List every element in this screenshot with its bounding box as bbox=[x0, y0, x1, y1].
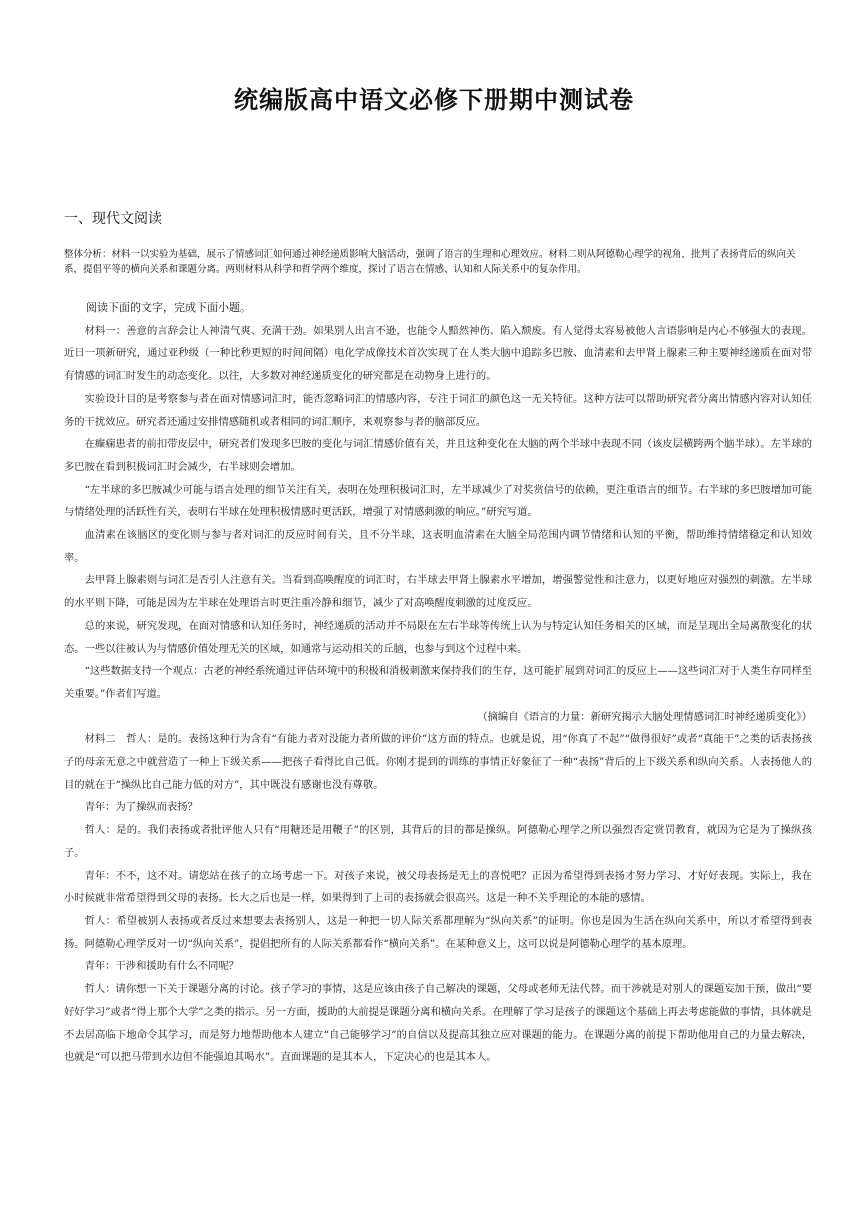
paragraph: 哲人：请你想一下关于课题分离的讨论。孩子学习的事情，这是应该由孩子自己解决的课题，父母或老师无法代替。而干涉就是对别人的课题妄加干预，做出“要好好学习”或者“得上那个大学”之类的指示。另一方面，援助的大前提是课题分离和横向关系。在理解了学习是孩子的课题这个基础上再去考虑能做的事情，具体就是不去居高临下地命令其学习，而是努力地帮助他本人建立“自己能够学习”的自信以及提高其独立应对课题的能力。在课题分离的前提下帮助他用自己的力量去解决，也就是“可以把马带到水边但不能强迫其喝水”。直面课题的是其本人，下定决心的也是其本人。 bbox=[64, 983, 812, 1064]
paragraph: 材料一：善意的言辞会让人神清气爽、充满干劲。如果别人出言不逊，也能令人黯然神伤、陷入颓废。有人觉得太容易被他人言语影响是内心不够强大的表现。近日一项新研究，通过亚秒级（一种比秒更短的时间间隔）电化学成像技术首次实现了在人类大脑中追踪多巴胺、血清素和去甲肾上腺素三种主要神经递质在面对带有情感的词汇时发生的动态变化。以往，大多数对神经递质变化的研究都是在动物身上进行的。 bbox=[64, 324, 812, 383]
paragraph: 哲人：是的。我们表扬或者批评他人只有“用糖还是用鞭子”的区别，其背后的目的都是操纵。阿德勒心理学之所以强烈否定赏罚教育，就因为它是为了操纵孩子。 bbox=[64, 824, 812, 859]
paragraph: 在癫痫患者的前扣带皮层中，研究者们发现多巴胺的变化与词汇情感价值有关，并且这种变化在大脑的两个半球中表现不同（该皮层横跨两个脑半球）。左半球的多巴胺在看到积极词汇时会减少，右半球则会增加。 bbox=[64, 438, 812, 473]
section-heading: 一、现代文阅读 bbox=[64, 211, 162, 227]
paragraph: 青年：不不，这不对。请您站在孩子的立场考虑一下。对孩子来说，被父母表扬是无上的喜悦吧？正因为希望得到表扬才努力学习、才好好表现。实际上，我在小时候就非常希望得到父母的表扬。长大之后也是一样，如果得到了上司的表扬就会很高兴。这是一种不关乎理论的本能的感情。 bbox=[64, 869, 812, 905]
paragraph: 哲人：希望被别人表扬或者反过来想要去表扬别人，这是一种把一切人际关系都理解为“纵向关系”的证明。你也是因为生活在纵向关系中，所以才希望得到表扬。阿德勒心理学反对一切“纵向关系”，提倡把所有的人际关系都看作“横向关系”。在某种意义上，这可以说是阿德勒心理学的基本原理。 bbox=[64, 914, 812, 950]
paragraph: “左半球的多巴胺减少可能与语言处理的细节关注有关，表明在处理积极词汇时，左半球减少了对奖赏信号的依赖，更注重语言的细节。右半球的多巴胺增加可能与情绪处理的活跃性有关，表明右半球在处理积极情感时更活跃，增强了对情感刺激的响应。”研究写道。 bbox=[64, 483, 812, 519]
paragraph: 血清素在该脑区的变化则与参与者对词汇的反应时间有关，且不分半球，这表明血清素在大脑全局范围内调节情绪和认知的平衡，帮助维持情绪稳定和认知效率。 bbox=[64, 529, 812, 564]
paragraph: 总的来说，研究发现，在面对情感和认知任务时，神经递质的活动并不局限在左右半球等传统上认为与特定认知任务相关的区域，而是呈现出全局离散变化的状态。一些以往被认为与情感价值处理无关的区域，如通常与运动相关的丘脑，也参与到这个过程中来。 bbox=[64, 619, 812, 655]
source-citation: （摘编自《语言的力量：新研究揭示大脑处理情感词汇时神经递质变化》） bbox=[477, 710, 812, 723]
overall-analysis: 整体分析：材料一以实验为基础，展示了情感词汇如何通过神经递质影响大脑活动，强调了语言的生理和心理效应。材料二则从阿德勒心理学的视角，批判了表扬背后的纵向关系，提倡平等的横向关系和课题分离。两则材料从科学和哲学两个维度，探讨了语言在情感、认知和人际关系中的复杂作用。 bbox=[64, 249, 796, 275]
paragraph: 去甲肾上腺素则与词汇是否引人注意有关。当看到高唤醒度的词汇时，右半球去甲肾上腺素水平增加，增强警觉性和注意力，以更好地应对强烈的刺激。左半球的水平则下降，可能是因为左半球在处理语言时更注重冷静和细节，减少了对高唤醒度刺激的过度反应。 bbox=[64, 574, 812, 610]
reading-passage bbox=[64, 297, 812, 1069]
paragraph: 实验设计目的是考察参与者在面对情感词汇时，能否忽略词汇的情感内容，专注于词汇的颜色这一无关特征。这种方法可以帮助研究者分离出情感内容对认知任务的干扰效应。研究者还通过安排情感随机或者相同的词汇顺序，来观察参与者的脑部反应。 bbox=[64, 392, 812, 428]
paragraph: 青年：干涉和援助有什么不同呢？ bbox=[84, 960, 240, 973]
paragraph: “这些数据支持一个观点：古老的神经系统通过评估环境中的积极和消极刺激来保持我们的生存，这可能扩展到对词汇的反应上——这些词汇对于人类生存同样至关重要。”作者们写道。 bbox=[64, 665, 812, 700]
page-title: 统编版高中语文必修下册期中测试卷 bbox=[234, 86, 634, 114]
paragraph: 青年：为了操纵而表扬？ bbox=[84, 801, 198, 814]
instruction-text: 阅读下面的文字，完成下面小题。 bbox=[86, 301, 251, 314]
paragraph: 材料二 哲人：是的。表扬这种行为含有“有能力者对没能力者所做的评价”这方面的特点。也就是说，用“你真了不起”“做得很好”或者“真能干”之类的话表扬孩子的母亲无意之中就营造了一种上下级关系——把孩子看得比自己低。你刚才提到的训练的事情正好象征了一种“表扬”背后的上下级关系和纵向关系。人表扬他人的目的就在于“操纵比自己能力低的对方”，其中既没有感谢也没有尊敬。 bbox=[64, 733, 812, 791]
